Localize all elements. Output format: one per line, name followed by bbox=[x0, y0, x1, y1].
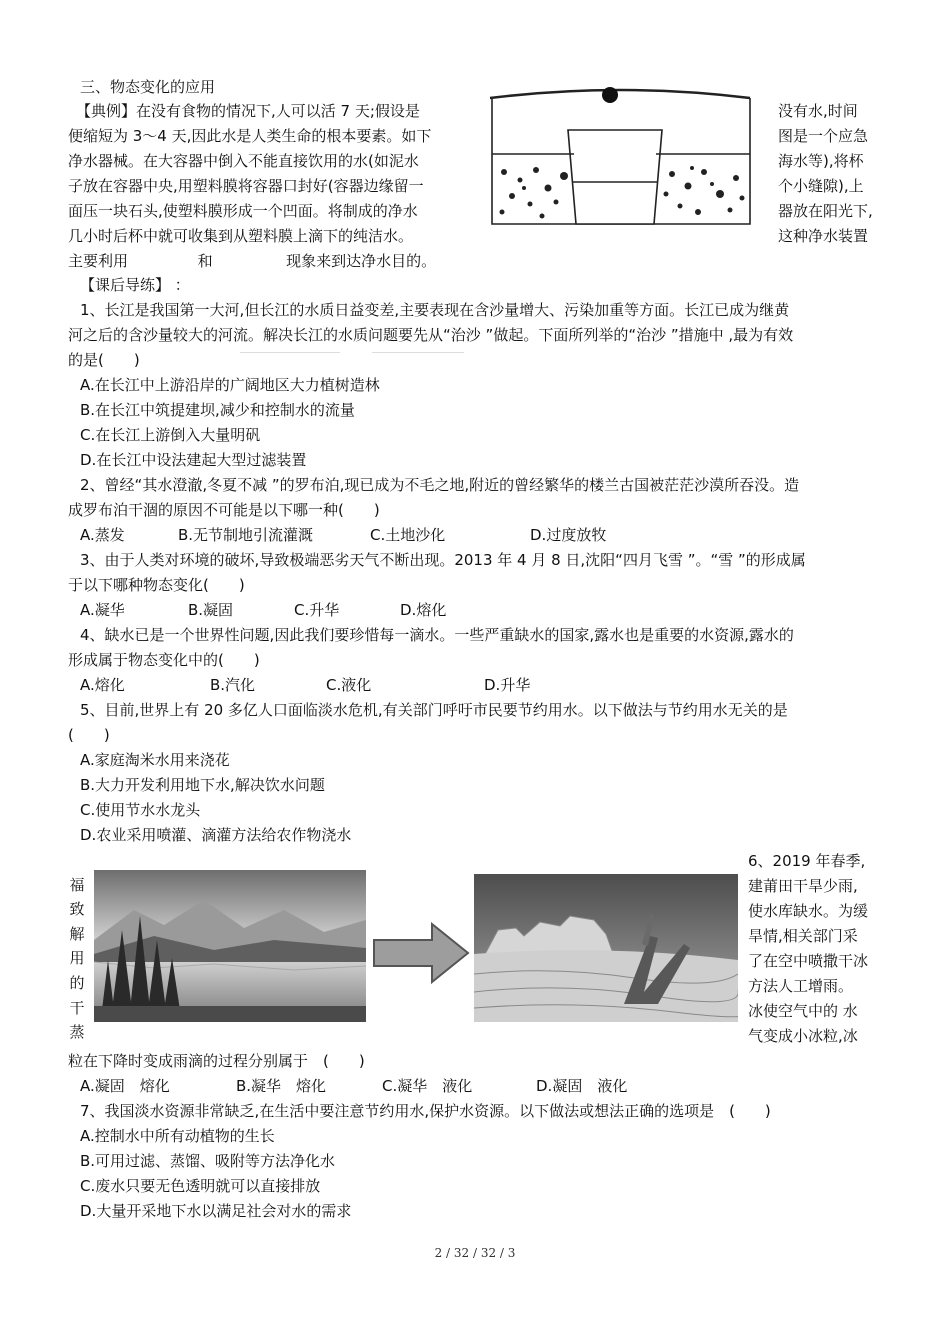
q3-line-1: 3、由于人类对环境的破坏,导致极端恶劣天气不断出现。2013 年 4 月 8 日,沈阳“四月飞雪 ”。“雪 ”的形成属 bbox=[80, 551, 806, 569]
q6-option-a: A.凝固 熔化 bbox=[80, 1077, 170, 1095]
q2-option-b: B.无节制地引流灌溉 bbox=[178, 526, 314, 544]
q4-option-b: B.汽化 bbox=[210, 676, 256, 694]
q6-left-char: 蒸 bbox=[69, 1023, 85, 1041]
example-right-5: 器放在阳光下, bbox=[778, 202, 873, 220]
q2-line-2: 成罗布泊干涸的原因不可能是以下哪一种( ) bbox=[68, 501, 380, 519]
q6-right-1: 6、2019 年春季, bbox=[748, 852, 866, 870]
q2-line-1: 2、曾经“其水澄澈,冬夏不减 ”的罗布泊,现已成为不毛之地,附近的曾经繁华的楼兰古国被茫茫沙漠所吞没。造 bbox=[80, 476, 800, 494]
q6-left-char: 干 bbox=[69, 999, 85, 1017]
q3-line-2: 于以下哪种物态变化( ) bbox=[68, 576, 245, 594]
example-line-6: 几小时后杯中就可收集到从塑料膜上滴下的纯洁水。 bbox=[68, 227, 414, 245]
q6-right-5: 了在空中喷撒干冰 bbox=[748, 952, 869, 970]
q6-right-3: 使水库缺水。为缓 bbox=[748, 902, 869, 920]
page-footer: 2 / 32 / 32 / 3 bbox=[434, 1246, 516, 1260]
section-title: 三、物态变化的应用 bbox=[80, 78, 216, 96]
exercise-header: 【课后导练】 ： bbox=[80, 276, 190, 294]
q6-right-2: 建莆田干旱少雨, bbox=[748, 877, 858, 895]
q4-line-1: 4、缺水已是一个世界性问题,因此我们要珍惜每一滴水。一些严重缺水的国家,露水也是重要的水资源,露水的 bbox=[80, 626, 794, 644]
q6-option-b: B.凝华 熔化 bbox=[236, 1077, 327, 1095]
q2-option-c: C.土地沙化 bbox=[370, 526, 446, 544]
q6-tail: 粒在下降时变成雨滴的过程分别属于 ( ) bbox=[68, 1052, 365, 1070]
q4-line-2: 形成属于物态变化中的( ) bbox=[68, 651, 260, 669]
example-right-1: 没有水,时间 bbox=[778, 102, 858, 120]
q1-option-c: C.在长江上游倒入大量明矾 bbox=[80, 426, 261, 444]
q1-option-d: D.在长江中设法建起大型过滤装置 bbox=[80, 451, 307, 469]
faint-rule bbox=[372, 352, 464, 353]
q1-option-a: A.在长江中上游沿岸的广阔地区大力植树造林 bbox=[80, 376, 380, 394]
q6-right-8: 气变成小冰粒,冰 bbox=[748, 1027, 858, 1045]
q4-option-a: A.熔化 bbox=[80, 676, 125, 694]
q6-option-d: D.凝固 液化 bbox=[536, 1077, 628, 1095]
example-line-4: 子放在容器中央,用塑料膜将容器口封好(容器边缘留一 bbox=[68, 177, 424, 195]
fill-part-3: 现象来到达净水目的。 bbox=[286, 252, 437, 270]
example-line-2: 便缩短为 3～4 天,因此水是人类生命的根本要素。如下 bbox=[68, 127, 432, 145]
q5-option-d: D.农业采用喷灌、滴灌方法给农作物浇水 bbox=[80, 826, 352, 844]
q6-left-char: 的 bbox=[69, 974, 85, 992]
q4-option-d: D.升华 bbox=[484, 676, 531, 694]
q6-option-c: C.凝华 液化 bbox=[382, 1077, 473, 1095]
q5-line-1: 5、目前,世界上有 20 多亿人口面临淡水危机,有关部门呼吁市民要节约用水。以下做法与节约用水无关的是 bbox=[80, 701, 788, 719]
q6-left-char: 致 bbox=[69, 900, 85, 918]
q1-line-1: 1、长江是我国第一大河,但长江的水质日益变差,主要表现在含沙量增大、污染加重等方面。长江已成为继黄 bbox=[80, 301, 790, 319]
example-line-1: 【典例】在没有食物的情况下,人可以活 7 天;假设是 bbox=[76, 102, 420, 120]
q7-option-b: B.可用过滤、蒸馏、吸附等方法净化水 bbox=[80, 1152, 336, 1170]
q2-option-a: A.蒸发 bbox=[80, 526, 125, 544]
q5-line-2: ( ) bbox=[68, 726, 110, 744]
water-purifier-diagram bbox=[484, 84, 756, 230]
q7-option-d: D.大量开采地下水以满足社会对水的需求 bbox=[80, 1202, 352, 1220]
q3-option-d: D.熔化 bbox=[400, 601, 447, 619]
right-arrow-icon bbox=[372, 922, 472, 984]
example-right-4: 个小缝隙),上 bbox=[778, 177, 864, 195]
faint-rule bbox=[240, 352, 340, 353]
q3-option-b: B.凝固 bbox=[188, 601, 234, 619]
example-right-2: 图是一个应急 bbox=[778, 127, 869, 145]
q2-option-d: D.过度放牧 bbox=[530, 526, 607, 544]
q6-left-char: 解 bbox=[69, 925, 85, 943]
q1-option-b: B.在长江中筑提建坝,减少和控制水的流量 bbox=[80, 401, 355, 419]
q6-right-7: 冰使空气中的 水 bbox=[748, 1002, 858, 1020]
q5-option-a: A.家庭淘米水用来浇花 bbox=[80, 751, 230, 769]
q7-line-1: 7、我国淡水资源非常缺乏,在生活中要注意节约用水,保护水资源。以下做法或想法正确的选项是 ( ) bbox=[80, 1102, 771, 1120]
q7-option-c: C.废水只要无色透明就可以直接排放 bbox=[80, 1177, 321, 1195]
q3-option-a: A.凝华 bbox=[80, 601, 125, 619]
q7-option-a: A.控制水中所有动植物的生长 bbox=[80, 1127, 275, 1145]
q6-right-6: 方法人工增雨。 bbox=[748, 977, 854, 995]
desert-photo bbox=[474, 874, 738, 1022]
q1-line-2: 河之后的含沙量较大的河流。解决长江的水质问题要先从“治沙 ”做起。下面所列举的“治沙 ”措施中 ,最为有效 bbox=[68, 326, 794, 344]
q1-line-3: 的是( ) bbox=[68, 351, 140, 369]
q5-option-b: B.大力开发利用地下水,解决饮水问题 bbox=[80, 776, 325, 794]
example-right-6: 这种净水装置 bbox=[778, 227, 869, 245]
q4-option-c: C.液化 bbox=[326, 676, 372, 694]
lake-photo bbox=[94, 870, 366, 1022]
fill-blank-line bbox=[68, 250, 436, 272]
q6-left-char: 用 bbox=[69, 949, 85, 967]
example-line-5: 面压一块石头,使塑料膜形成一个凹面。将制成的净水 bbox=[68, 202, 418, 220]
q6-right-4: 旱情,相关部门采 bbox=[748, 927, 858, 945]
q3-option-c: C.升华 bbox=[294, 601, 340, 619]
example-line-3: 净水器械。在大容器中倒入不能直接饮用的水(如泥水 bbox=[68, 152, 419, 170]
fill-part-2: 和 bbox=[197, 252, 213, 270]
example-right-3: 海水等),将杯 bbox=[778, 152, 864, 170]
q6-left-char: 福 bbox=[69, 876, 85, 894]
fill-part-1: 主要利用 bbox=[68, 252, 129, 270]
q5-option-c: C.使用节水水龙头 bbox=[80, 801, 201, 819]
